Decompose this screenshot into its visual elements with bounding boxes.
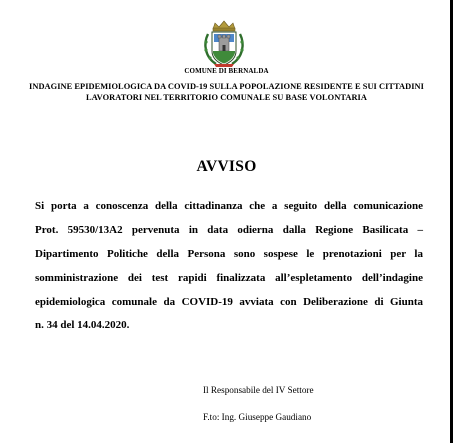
comune-label: COMUNE DI BERNALDA [184,67,269,75]
notice-body-line: epidemiologica comunale da COVID-19 avviata con Deliberazione di Giunta [35,295,423,308]
signature-block [203,377,314,431]
notice-body [35,195,423,338]
signature-name: F.to: Ing. Giuseppe Gaudiano [203,412,312,422]
notice-body-line: Si porta a conoscenza della cittadinanza che a seguito della comunicazione [35,200,423,212]
survey-title-line: LAVORATORI NEL TERRITORIO COMUNALE SU BASE VOLONTARIA [86,93,367,102]
notice-body-line: n. 34 del 14.04.2020. [35,319,130,332]
municipal-crest-icon [202,20,246,68]
survey-title [20,81,433,103]
signature-role: Il Responsabile del IV Settore [203,385,314,395]
notice-body-line: Dipartimento Politiche della Persona sono sospese le prenotazioni per la [35,247,423,260]
notice-body-line: Prot. 59530/13A2 pervenuta in data odierna dalla Regione Basilicata – [35,223,423,236]
notice-heading: AVVISO [196,158,257,175]
notice-body-line: somministrazione dei test rapidi finalizzata all’espletamento dell’indagine [35,271,423,284]
survey-title-line: INDAGINE EPIDEMIOLOGICA DA COVID-19 SULLA POPOLAZIONE RESIDENTE E SUI CITTADINI [29,82,424,91]
